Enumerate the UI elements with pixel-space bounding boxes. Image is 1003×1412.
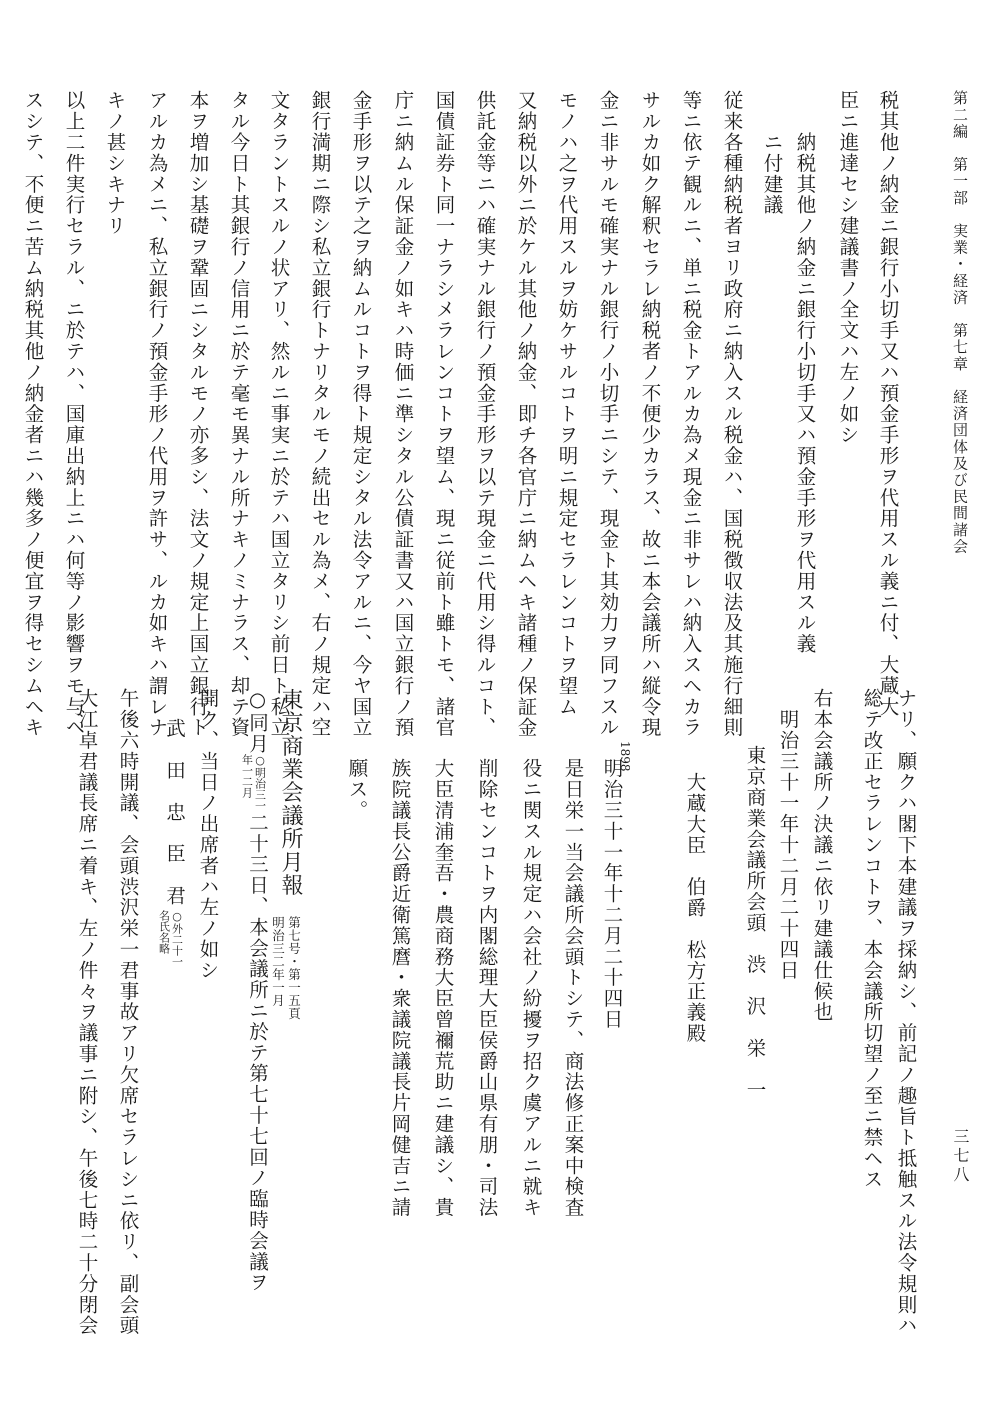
text-column: 納税其他ノ納金ニ銀行小切手又ハ預金手形ヲ代用スル義 — [793, 90, 817, 655]
inline-note: 名氏名略 — [157, 910, 171, 955]
date-line: 明治三十一年十二月二十四日 — [600, 758, 624, 1030]
text-column: 庁ニ納ムル保証金ノ如キハ時価ニ準シタル公債証書又ハ国立銀行ノ預 — [391, 90, 415, 738]
source-title: 東京商業会議所月報 — [278, 688, 303, 897]
inline-note-box — [241, 754, 267, 812]
text-column: 削除センコトヲ内閣総理大臣侯爵山県有朋・司法 — [475, 758, 499, 1218]
inline-note: 年一二月 — [240, 754, 254, 799]
meeting-line-part: ○同月 — [246, 688, 269, 755]
meeting-line: 午後六時開議、会頭渋沢栄一君事故アリ欠席セラレシニ依リ、副会頭 — [116, 688, 140, 1336]
text-column: 金ニ非サルモ確実ナル銀行ノ小切手ニシテ、現金ト其効力ヲ同フスル — [596, 90, 620, 738]
addressee-line: 大蔵大臣 伯爵 松方正義殿 — [683, 772, 707, 1044]
text-column: サルカ如ク解釈セラレ納税者ノ不便少カラス、故ニ本会議所ハ縦令現 — [638, 90, 662, 738]
text-column: 本ヲ増加シ基礎ヲ鞏固ニシタルモノ亦多シ、法文ノ規定上国立銀行ト — [186, 90, 210, 738]
meeting-line-part: 二十三日、本会議所ニ於テ第七十七回ノ臨時会議ヲ — [246, 812, 269, 1293]
text-column: 等ニ依テ観ルニ、単ニ税金トアルカ為メ現金ニ非サレハ納入スヘカラ — [679, 90, 703, 738]
meeting-line: 大江卓君議長席ニ着キ、左ノ件々ヲ議事ニ附シ、午後七時二十分閉会 — [75, 688, 99, 1336]
text-column: 供託金等ニハ確実ナル銀行ノ預金手形ヲ以テ現金ニ代用シ得ルコト、 — [473, 90, 497, 738]
attendee-name: 武 田 忠 臣 君 — [163, 718, 186, 907]
text-column: 銀行満期ニ際シ私立銀行トナリタルモノ続出セル為メ、右ノ規定ハ空 — [308, 90, 332, 738]
text-column: 願ス。 — [345, 758, 369, 821]
source-note: 第七号・第一五頁 — [286, 916, 302, 1020]
meeting-line: 開ク、当日ノ出席者ハ左ノ如シ — [196, 688, 220, 981]
text-column: モノハ之ヲ代用スルヲ妨ケサルコトヲ明ニ規定セラレンコトヲ望ム — [555, 90, 579, 717]
text-column: 是日栄一当会議所会頭トシテ、商法修正案中検査 — [561, 758, 585, 1218]
running-head: 第二編 第一部 実業・経済 第七章 経済団体及び民間諸会 — [951, 90, 969, 555]
text-column: 大臣清浦奎吾・農商務大臣曾禰荒助ニ建議シ、貴 — [431, 758, 455, 1218]
text-column: キノ甚シキナリ — [103, 90, 127, 237]
signatory-line: 東京商業会議所会頭 渋 沢 栄 一 — [743, 745, 767, 1101]
text-column: 国債証券ト同一ナラシメラレンコトヲ望ム、現ニ従前ト雖トモ、諸官 — [432, 90, 456, 738]
text-column: 明治三十一年十二月二十四日 — [776, 688, 800, 981]
source-note: 明治三二年一月 — [270, 916, 286, 1007]
text-column: 右本会議所ノ決議ニ依リ建議仕候也 — [810, 688, 834, 1023]
text-column: 族院議長公爵近衛篤麿・衆議院議長片岡健吉ニ請 — [388, 758, 412, 1218]
text-column: タル今日ト其銀行ノ信用ニ於テ毫モ異ナル所ナキノミナラス、却テ資 — [227, 90, 251, 738]
text-column: ナリ、願クハ閣下本建議ヲ採納シ、前記ノ趣旨ト抵触スル法令規則ハ — [894, 688, 918, 1336]
text-column: ニ付建議 — [760, 90, 784, 216]
inline-note: ○外二十一 — [170, 910, 184, 968]
text-column: 税其他ノ納金ニ銀行小切手又ハ預金手形ヲ代用スル義ニ付、大蔵大 — [876, 90, 900, 717]
text-column: スシテ、不便ニ苦ム納税其他ノ納金者ニハ幾多ノ便宜ヲ得セシムヘキ — [21, 90, 45, 738]
text-column: 文タラントスルノ状アリ、然ルニ事実ニ於テハ国立タリシ前日ト私立 — [267, 90, 291, 738]
inline-note-box — [158, 910, 184, 972]
text-column: 総テ改正セラレンコトヲ、本会議所切望ノ至ニ禁ヘス — [860, 688, 884, 1190]
text-column: 役ニ関スル規定ハ会社ノ紛擾ヲ招ク虞アルニ就キ — [519, 758, 543, 1218]
text-column: アルカ為メニ、私立銀行ノ預金手形ノ代用ヲ許サ、ルカ如キハ謂レナ — [145, 90, 169, 738]
text-column: 従来各種納税者ヨリ政府ニ納入スル税金ハ、国税徴収法及其施行細則 — [720, 90, 744, 738]
text-column: 金手形ヲ以テ之ヲ納ムルコトヲ得ト規定シタル法令アルニ、今ヤ国立 — [349, 90, 373, 738]
text-column: 臣ニ進達セシ建議書ノ全文ハ左ノ如シ — [836, 90, 860, 446]
meeting-line — [241, 688, 267, 1293]
page-number: 三七八 — [951, 1128, 970, 1185]
meeting-line — [158, 718, 184, 972]
year-note: 1898 — [618, 741, 632, 772]
text-column: 又納税以外ニ於ケル其他ノ納金、即チ各官庁ニ納ムヘキ諸種ノ保証金 — [514, 90, 538, 738]
text-column: 以上二件実行セラル、ニ於テハ、国庫出納上ニハ何等ノ影響ヲモ与ヘ — [62, 90, 86, 738]
inline-note: ○明治三一 — [253, 754, 267, 812]
